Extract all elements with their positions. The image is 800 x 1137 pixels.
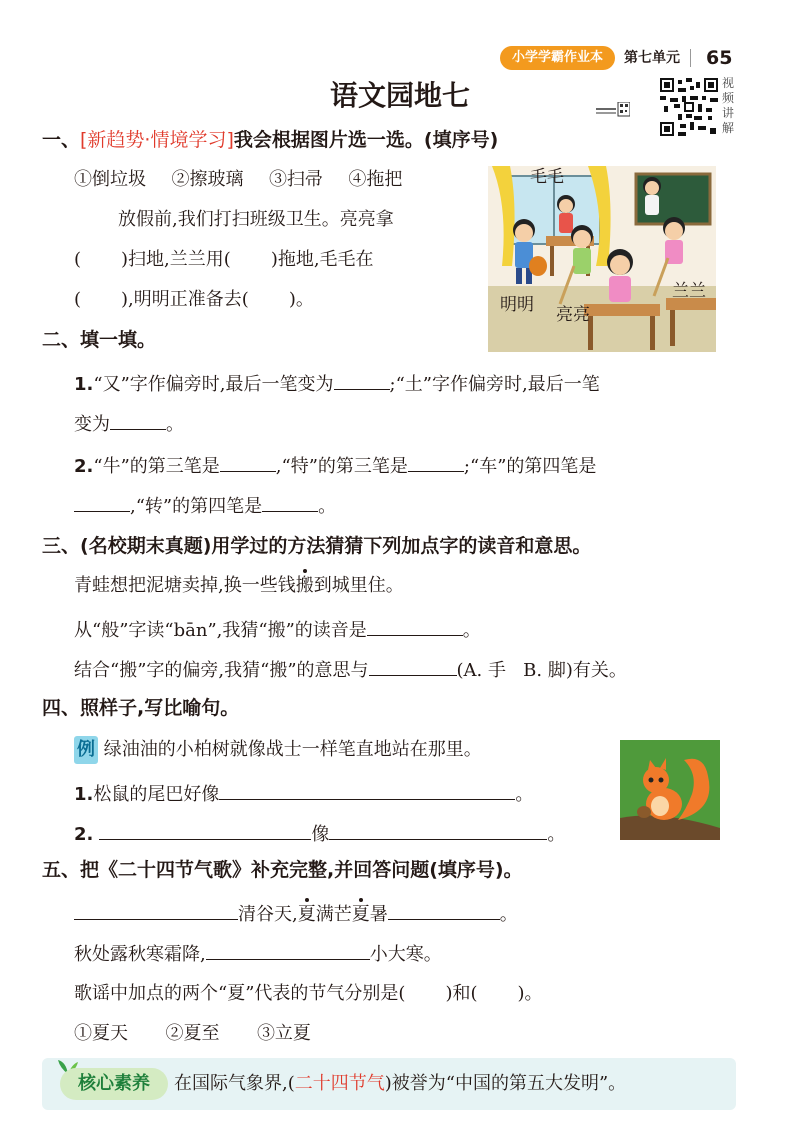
unit-label: 第七单元	[624, 50, 680, 66]
q2-blank-4[interactable]	[408, 450, 464, 472]
q3-text: 结合“搬”字的偏旁,我猜“搬”的意思与	[74, 660, 369, 681]
squirrel-illustration	[620, 740, 720, 840]
q3-choices: (A. 手 B. 脚)有关。	[456, 660, 627, 681]
classroom-cleaning-illustration	[488, 166, 716, 352]
q4-item-1-number: 1.	[74, 784, 94, 805]
q4-example	[74, 736, 482, 764]
q5-text: )和(	[445, 983, 478, 1004]
q5-text: )。	[517, 983, 543, 1004]
q1-option-1: ①倒垃圾	[74, 169, 146, 190]
footer-text-part: 在国际气象界,(	[174, 1073, 295, 1094]
q2-blank-2[interactable]	[110, 408, 166, 430]
q1-text: ),明明正准备去(	[121, 289, 249, 310]
q4-heading: 四、照样子,写比喻句。	[42, 697, 240, 719]
q1-line-1: 放假前,我们打扫班级卫生。亮亮拿	[118, 209, 394, 230]
q2-text: 。	[318, 496, 337, 517]
q2-text: “牛”的第三笔是	[93, 456, 220, 477]
q2-text: ,“转”的第四笔是	[130, 496, 263, 517]
footer-text-part: )被誉为“中国的第五大发明”。	[384, 1073, 627, 1094]
q1-tag: [新趋势·情境学习]	[80, 129, 234, 151]
q1-option-3: ③扫帚	[268, 169, 323, 190]
q5-option-3: ③立夏	[256, 1023, 311, 1044]
q5-text: 清谷天,	[238, 904, 298, 925]
q4-item-2-number: 2.	[74, 824, 94, 845]
q5-text: 暑	[369, 904, 388, 925]
q5-option-2: ②夏至	[165, 1023, 220, 1044]
q3-number: 三、(	[42, 535, 89, 557]
q3-tag: 名校期末真题	[88, 535, 203, 557]
q1-number: 一、	[42, 129, 81, 151]
q2-item-1-line-1	[74, 368, 600, 399]
q4-example-text: 绿油油的小柏树就像战士一样笔直地站在那里。	[103, 739, 482, 760]
q5-line-1	[74, 898, 518, 929]
q4-blank-1[interactable]	[219, 778, 515, 800]
q1-option-2: ②擦玻璃	[171, 169, 244, 190]
q1-text: )扫地,兰兰用(	[121, 249, 231, 270]
q5-text: 秋处露秋寒霜降,	[74, 944, 206, 965]
page-title: 语文园地七	[329, 79, 470, 112]
q3-blank-1[interactable]	[367, 614, 463, 636]
q3-text: 青蛙想把泥塘卖掉,换一些钱	[74, 575, 296, 596]
footer-text	[174, 1068, 626, 1100]
q3-text: 到城里住。	[313, 575, 404, 596]
q2-text: 。	[166, 414, 184, 435]
q1-options	[74, 166, 402, 194]
q4-text: 松鼠的尾巴好像	[93, 784, 220, 805]
q5-text: 。	[499, 904, 518, 925]
q2-item-2-line-1	[74, 450, 596, 481]
q2-text: ,“特”的第三笔是	[275, 456, 408, 477]
q2-blank-3[interactable]	[220, 450, 276, 472]
q4-text: 。	[547, 824, 566, 845]
q3-text: 从“般”字读“bān”,我猜“搬”的读音是	[74, 620, 367, 641]
q5-blank-2[interactable]	[388, 898, 500, 920]
q4-blank-3[interactable]	[329, 818, 547, 840]
footer-highlight: 二十四节气	[294, 1073, 385, 1094]
q1-option-4: ④拖把	[348, 169, 403, 190]
q5-options	[74, 1020, 311, 1048]
q2-text: 变为	[74, 414, 110, 435]
q2-blank-1[interactable]	[334, 368, 390, 390]
qr-code-icon[interactable]	[660, 78, 718, 136]
mini-qr-icon	[596, 102, 630, 118]
q2-blank-5[interactable]	[74, 490, 130, 512]
example-tag: 例	[74, 736, 98, 764]
q4-item-1	[74, 778, 533, 809]
page-number: 65	[706, 47, 733, 69]
q3-dotted-char: 搬	[295, 575, 314, 596]
q5-blank-1[interactable]	[74, 898, 238, 920]
q5-text: 小大寒。	[369, 944, 442, 965]
q1-text: )。	[288, 289, 314, 310]
q5-dotted-char: 夏	[351, 904, 370, 925]
q4-item-2	[74, 818, 565, 849]
q4-text: 。	[515, 784, 534, 805]
q2-item-1-number: 1.	[74, 374, 94, 395]
q4-blank-2[interactable]	[99, 818, 311, 840]
label-liangliang: 亮亮	[556, 305, 590, 325]
header-divider	[690, 49, 691, 67]
core-literacy-tag: 核心素养	[60, 1068, 168, 1100]
q2-item-1-line-2	[74, 408, 184, 439]
q3-heading	[42, 532, 591, 560]
label-lanlan: 兰兰	[672, 281, 706, 301]
q3-blank-2[interactable]	[369, 654, 457, 676]
q5-dotted-char: 夏	[297, 904, 316, 925]
q5-line-2	[74, 938, 442, 969]
q5-text: 满芒	[315, 904, 352, 925]
q3-text: 。	[462, 620, 481, 641]
q2-item-2-number: 2.	[74, 456, 94, 477]
q5-heading: 五、把《二十四节气歌》补充完整,并回答问题(填序号)。	[42, 859, 523, 881]
q2-heading: 二、填一填。	[42, 329, 157, 351]
q5-text: 歌谣中加点的两个“夏”代表的节气分别是(	[74, 983, 406, 1004]
q5-blank-3[interactable]	[206, 938, 370, 960]
q2-text: ;“车”的第四笔是	[463, 456, 597, 477]
q5-option-1: ①夏天	[74, 1023, 128, 1044]
q1-paren: (	[74, 289, 82, 310]
q1-paren: (	[74, 249, 82, 270]
q2-item-2-line-2	[74, 490, 336, 521]
q3-sentence	[74, 572, 404, 600]
series-badge: 小学学霸作业本	[500, 46, 615, 70]
q2-blank-6[interactable]	[262, 490, 318, 512]
q3-line-2	[74, 614, 481, 645]
q1-line-2	[74, 246, 374, 274]
q2-text: “又”字作偏旁时,最后一笔变为	[93, 374, 334, 395]
q1-heading	[42, 126, 498, 154]
q1-instruction: 我会根据图片选一选。(填序号)	[233, 129, 499, 151]
q1-text: )拖地,毛毛在	[270, 249, 374, 270]
q4-text: 像	[311, 824, 330, 845]
video-explain-label: 视频讲解	[722, 76, 735, 135]
q1-line-3	[74, 286, 314, 314]
q2-text: ;“土”字作偏旁时,最后一笔	[389, 374, 600, 395]
label-mingming: 明明	[500, 295, 534, 315]
q3-line-3	[74, 654, 627, 685]
q5-line-3	[74, 980, 543, 1008]
q3-instruction: )用学过的方法猜猜下列加点字的读音和意思。	[202, 535, 592, 557]
label-maomao: 毛毛	[530, 167, 564, 187]
